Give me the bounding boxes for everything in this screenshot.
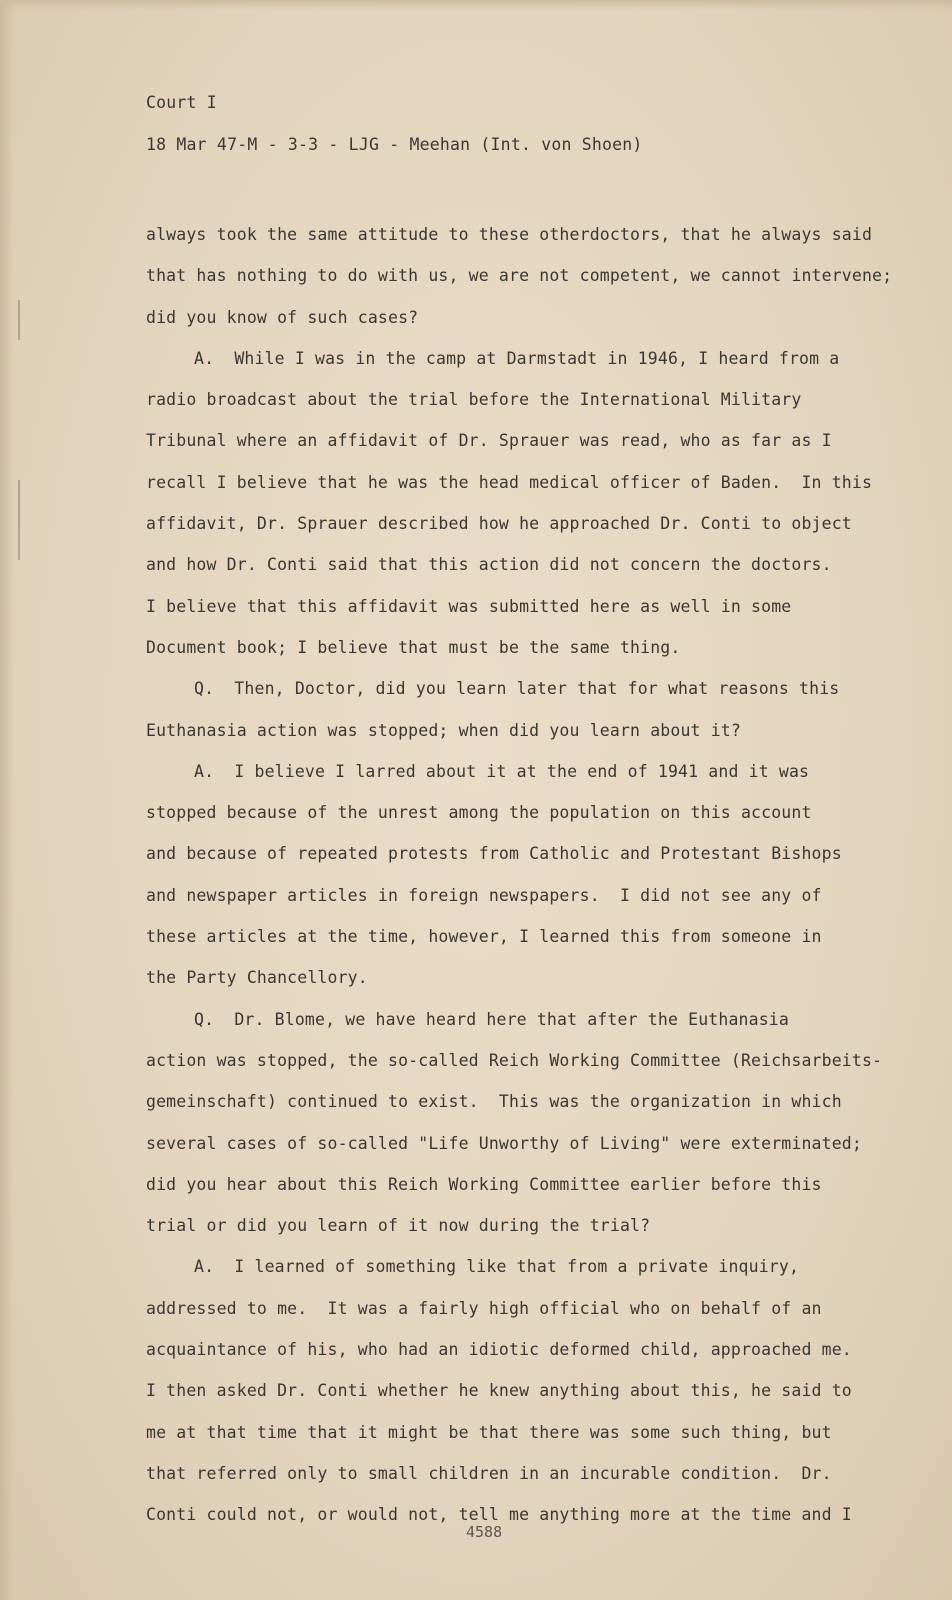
transcript-line: I then asked Dr. Conti whether he knew anything about this, he said to (146, 1381, 852, 1401)
transcript-line: radio broadcast about the trial before the International Military (146, 390, 802, 410)
transcript-line: that has nothing to do with us, we are not competent, we cannot intervene; (146, 266, 893, 286)
session-line: 18 Mar 47-M - 3-3 - LJG - Meehan (Int. von Shoen) (146, 135, 643, 154)
transcript-line: did you hear about this Reich Working Committee earlier before this (146, 1174, 822, 1194)
transcript-body (146, 214, 906, 1536)
transcript-line: me at that time that it might be that there was some such thing, but (146, 1422, 832, 1442)
transcript-line: these articles at the time, however, I learned this from someone in (146, 927, 822, 947)
page-number: 4588 (466, 1523, 503, 1541)
transcript-line: Document book; I believe that must be the same thing. (146, 637, 681, 657)
transcript-line: and newspaper articles in foreign newspapers. I did not see any of (146, 885, 822, 905)
transcript-line: several cases of so-called "Life Unworthy of Living" were exterminated; (146, 1133, 862, 1153)
transcript-line: Q. Then, Doctor, did you learn later that for what reasons this (194, 679, 840, 699)
transcript-line: A. While I was in the camp at Darmstadt in 1946, I heard from a (194, 348, 840, 368)
transcript-line: stopped because of the unrest among the population on this account (146, 803, 812, 823)
transcript-line: always took the same attitude to these otherdoctors, that he always said (146, 225, 873, 244)
page-edge-shadow (0, 0, 14, 1600)
margin-mark (18, 480, 20, 560)
transcript-line: and how Dr. Conti said that this action did not concern the doctors. (146, 555, 832, 575)
transcript-line: recall I believe that he was the head medical officer of Baden. In this (146, 472, 873, 492)
transcript-line: gemeinschaft) continued to exist. This was the organization in which (146, 1092, 842, 1112)
transcript-line: the Party Chancellory. (146, 968, 368, 988)
transcript-line: affidavit, Dr. Sprauer described how he approached Dr. Conti to object (146, 514, 852, 534)
transcript-line: A. I believe I larred about it at the end of 1941 and it was (194, 761, 810, 781)
transcript-line: trial or did you learn of it now during the trial? (146, 1216, 651, 1236)
page-top-shadow (0, 0, 952, 10)
transcript-line: A. I learned of something like that from a private inquiry, (194, 1257, 800, 1277)
transcript-line: Conti could not, or would not, tell me anything more at the time and I (146, 1505, 852, 1525)
margin-mark (18, 300, 20, 340)
transcript-line: addressed to me. It was a fairly high official who on behalf of an (146, 1298, 822, 1318)
transcript-line: I believe that this affidavit was submitted here as well in some (146, 596, 792, 616)
court-label: Court I (146, 93, 217, 112)
transcript-line: action was stopped, the so-called Reich Working Committee (Reichsarbeits- (146, 1050, 883, 1070)
transcript-line: and because of repeated protests from Catholic and Protestant Bishops (146, 844, 842, 864)
transcript-line: Euthanasia action was stopped; when did you learn about it? (146, 720, 741, 740)
transcript-line: that referred only to small children in an incurable condition. Dr. (146, 1463, 832, 1483)
transcript-line: Tribunal where an affidavit of Dr. Sprauer was read, who as far as I (146, 431, 832, 451)
transcript-line: did you know of such cases? (146, 307, 419, 327)
transcript-line: acquaintance of his, who had an idiotic deformed child, approached me. (146, 1340, 852, 1360)
transcript-line: Q. Dr. Blome, we have heard here that after the Euthanasia (194, 1009, 789, 1029)
